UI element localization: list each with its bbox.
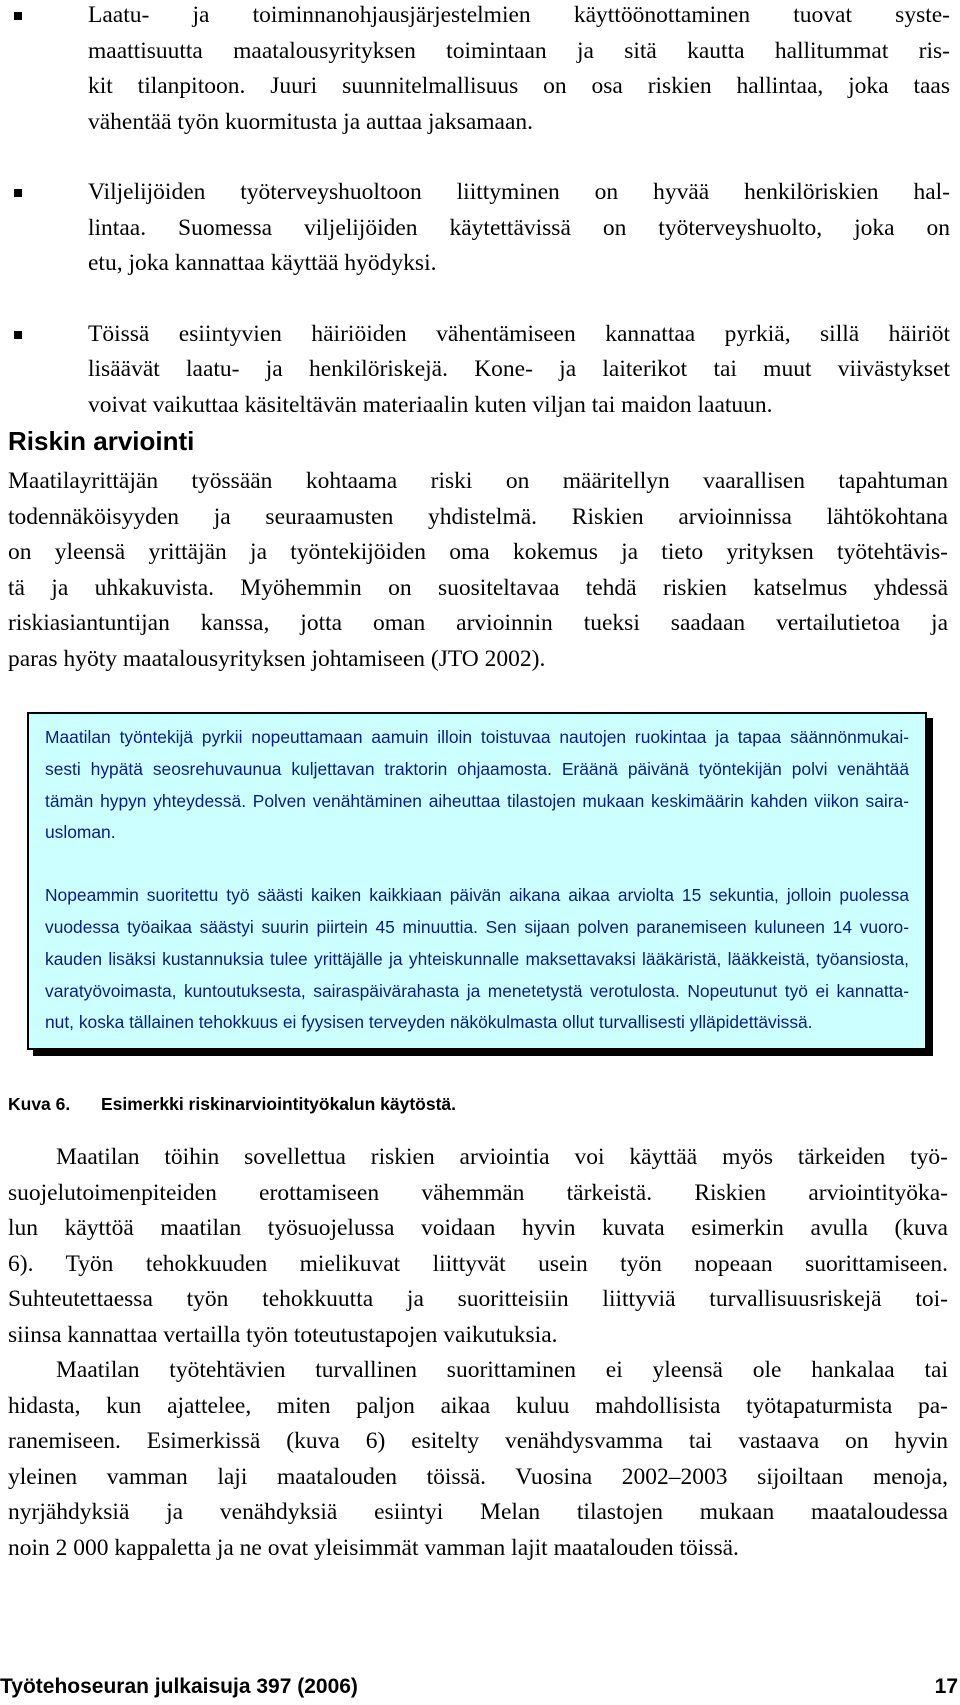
text-line: lintaa. Suomessa viljelijöiden käytettävissä on työterveyshuolto, joka on <box>88 214 950 241</box>
bullet-item <box>0 0 960 140</box>
square-bullet-icon <box>14 331 22 339</box>
text-line: Maatilan työntekijä pyrkii nopeuttamaan aamuin illoin toistuvaa nautojen ruokintaa ja tapaa säännönmukai- <box>45 727 909 747</box>
text-line: todennäköisyyden ja seuraamusten yhdistelmä. Riskien arvioinnissa lähtökohtana <box>8 503 948 530</box>
text-line: on yleensä yrittäjän ja työntekijöiden oma kokemus ja tieto yrityksen työtehtävis- <box>8 539 948 565</box>
text-line: riskiasiantuntijan kanssa, jotta oman arvioinnin tueksi saadaan vertailutietoa ja <box>8 610 948 636</box>
text-line: 6). Työn tehokkuuden mielikuvat liittyvät usein työn nopeaan suorittamiseen. <box>8 1250 948 1277</box>
text-line: Suhteutettaessa työn tehokkuutta ja suoritteisiin liittyviä turvallisuusriskejä toi- <box>8 1286 948 1312</box>
text-line: noin 2 000 kappaletta ja ne ovat yleisimmät vamman lajit maatalouden töissä. <box>8 1534 739 1561</box>
text-line: maattisuutta maatalousyrityksen toimintaan ja sitä kautta hallitummat ris- <box>88 37 950 64</box>
text-line-content: Maatilan työtehtävien turvallinen suorittaminen ei yleensä ole hankalaa tai <box>56 1357 948 1383</box>
text-line: Nopeammin suoritettu työ säästi kaiken kaikkiaan päivän aikana aikaa arviolta 15 sekuntia, jolloin puolessa <box>45 885 909 906</box>
bullet-item <box>0 317 960 424</box>
text-line: vähentää työn kuormitusta ja auttaa jaksamaan. <box>88 108 534 135</box>
text-line: nut, koska tällainen tehokkuus ei fyysisen terveyden näkökulmasta ollut turvallisesti ylläpidettävissä. <box>45 1012 813 1033</box>
publication-name: Työtehoseuran julkaisuja 397 (2006) <box>0 1675 358 1698</box>
text-line: hidasta, kun ajattelee, miten paljon aikaa kuluu mahdollisista työtapaturmista pa- <box>8 1392 948 1419</box>
text-line: Maatilayrittäjän työssään kohtaama riski on määritellyn vaarallisen tapahtuman <box>8 468 948 494</box>
figure-caption-text: Esimerkki riskinarviointityökalun käytöstä. <box>101 1094 457 1114</box>
text-line <box>8 1140 948 1176</box>
text-line: paras hyöty maatalousyrityksen johtamiseen (JTO 2002). <box>8 645 546 672</box>
text-line: Laatu- ja toiminnanohjausjärjestelmien käyttöönottaminen tuovat syste- <box>88 2 950 28</box>
text-line: vuodessa työaikaa säästyi suurin piirtein 45 minuuttia. Sen sijaan polven paranemiseen kuluneen 14 vuoro- <box>45 916 909 937</box>
text-line: Töissä esiintyvien häiriöiden vähentämiseen kannattaa pyrkiä, sillä häiriöt <box>88 320 950 347</box>
text-line: usloman. <box>45 822 116 843</box>
bullet-item <box>0 175 960 282</box>
text-line: ranemiseen. Esimerkissä (kuva 6) esitelty venähdysvamma tai vastaava on hyvin <box>8 1428 948 1454</box>
example-paragraph <box>45 722 909 849</box>
text-line-content: Maatilan töihin sovellettua riskien arviointia voi käyttää myös tärkeiden työ- <box>56 1144 948 1170</box>
bullet-list <box>0 0 960 458</box>
text-line: lisäävät laatu- ja henkilöriskejä. Kone- ja laiterikot tai muut viivästykset <box>88 356 950 382</box>
square-bullet-icon <box>14 12 22 20</box>
text-line: varatyövoimasta, kuntoutuksesta, sairaspäivärahasta ja menetetystä verotulosta. Nopeutunut työ ei kannatta- <box>45 980 909 1001</box>
text-line: Viljelijöiden työterveyshuoltoon liittyminen on hyvää henkilöriskien hal- <box>88 179 950 205</box>
text-line: nyrjähdyksiä ja venähdyksiä esiintyi Melan tilastojen mukaan maataloudessa <box>8 1499 948 1525</box>
section-heading: Riskin arviointi <box>8 426 195 456</box>
text-line: tämän hypyn yhteydessä. Polven venähtäminen aiheuttaa tilastojen mukaan keskimäärin kahden viikon saira- <box>45 790 909 811</box>
section-paragraph <box>8 464 948 677</box>
text-line: sesti hypätä seosrehuvaunua kuljettavan traktorin ohjaamosta. Eräänä päivänä työntekijän polvi venähtää <box>45 758 909 779</box>
text-line: kauden lisäksi kustannuksia tulee yrittäjälle ja yhteiskunnalle maksettavaksi lääkäristä, lääkkeistä, työansiosta, <box>45 948 909 969</box>
page-number: 17 <box>934 1675 958 1698</box>
figure-caption <box>8 1092 456 1116</box>
body-paragraph <box>8 1353 948 1566</box>
body-paragraph <box>8 1140 948 1353</box>
text-line: tä ja uhkakuvista. Myöhemmin on suositeltavaa tehdä riskien katselmus yhdessä <box>8 574 948 601</box>
text-line: voivat vaikuttaa käsiteltävän materiaalin kuten viljan tai maidon laatuun. <box>88 391 773 418</box>
text-line: yleinen vamman laji maatalouden töissä. Vuosina 2002–2003 sijoiltaan menoja, <box>8 1463 948 1490</box>
text-line <box>8 1353 948 1389</box>
square-bullet-icon <box>14 189 22 197</box>
text-line: siinsa kannattaa vertailla työn toteutustapojen vaikutuksia. <box>8 1321 558 1348</box>
example-box <box>27 712 927 1050</box>
text-line: suojelutoimenpiteiden erottamiseen vähemmän tärkeistä. Riskien arviointityöka- <box>8 1179 948 1206</box>
text-line: lun käyttöä maatilan työsuojelussa voidaan hyvin kuvata esimerkin avulla (kuva <box>8 1215 948 1241</box>
text-line: etu, joka kannattaa käyttää hyödyksi. <box>88 250 437 276</box>
example-paragraph <box>45 880 909 1039</box>
figure-number: Kuva 6. <box>8 1094 71 1114</box>
text-line: kit tilanpitoon. Juuri suunnitelmallisuus on osa riskien hallintaa, joka taas <box>88 73 950 99</box>
